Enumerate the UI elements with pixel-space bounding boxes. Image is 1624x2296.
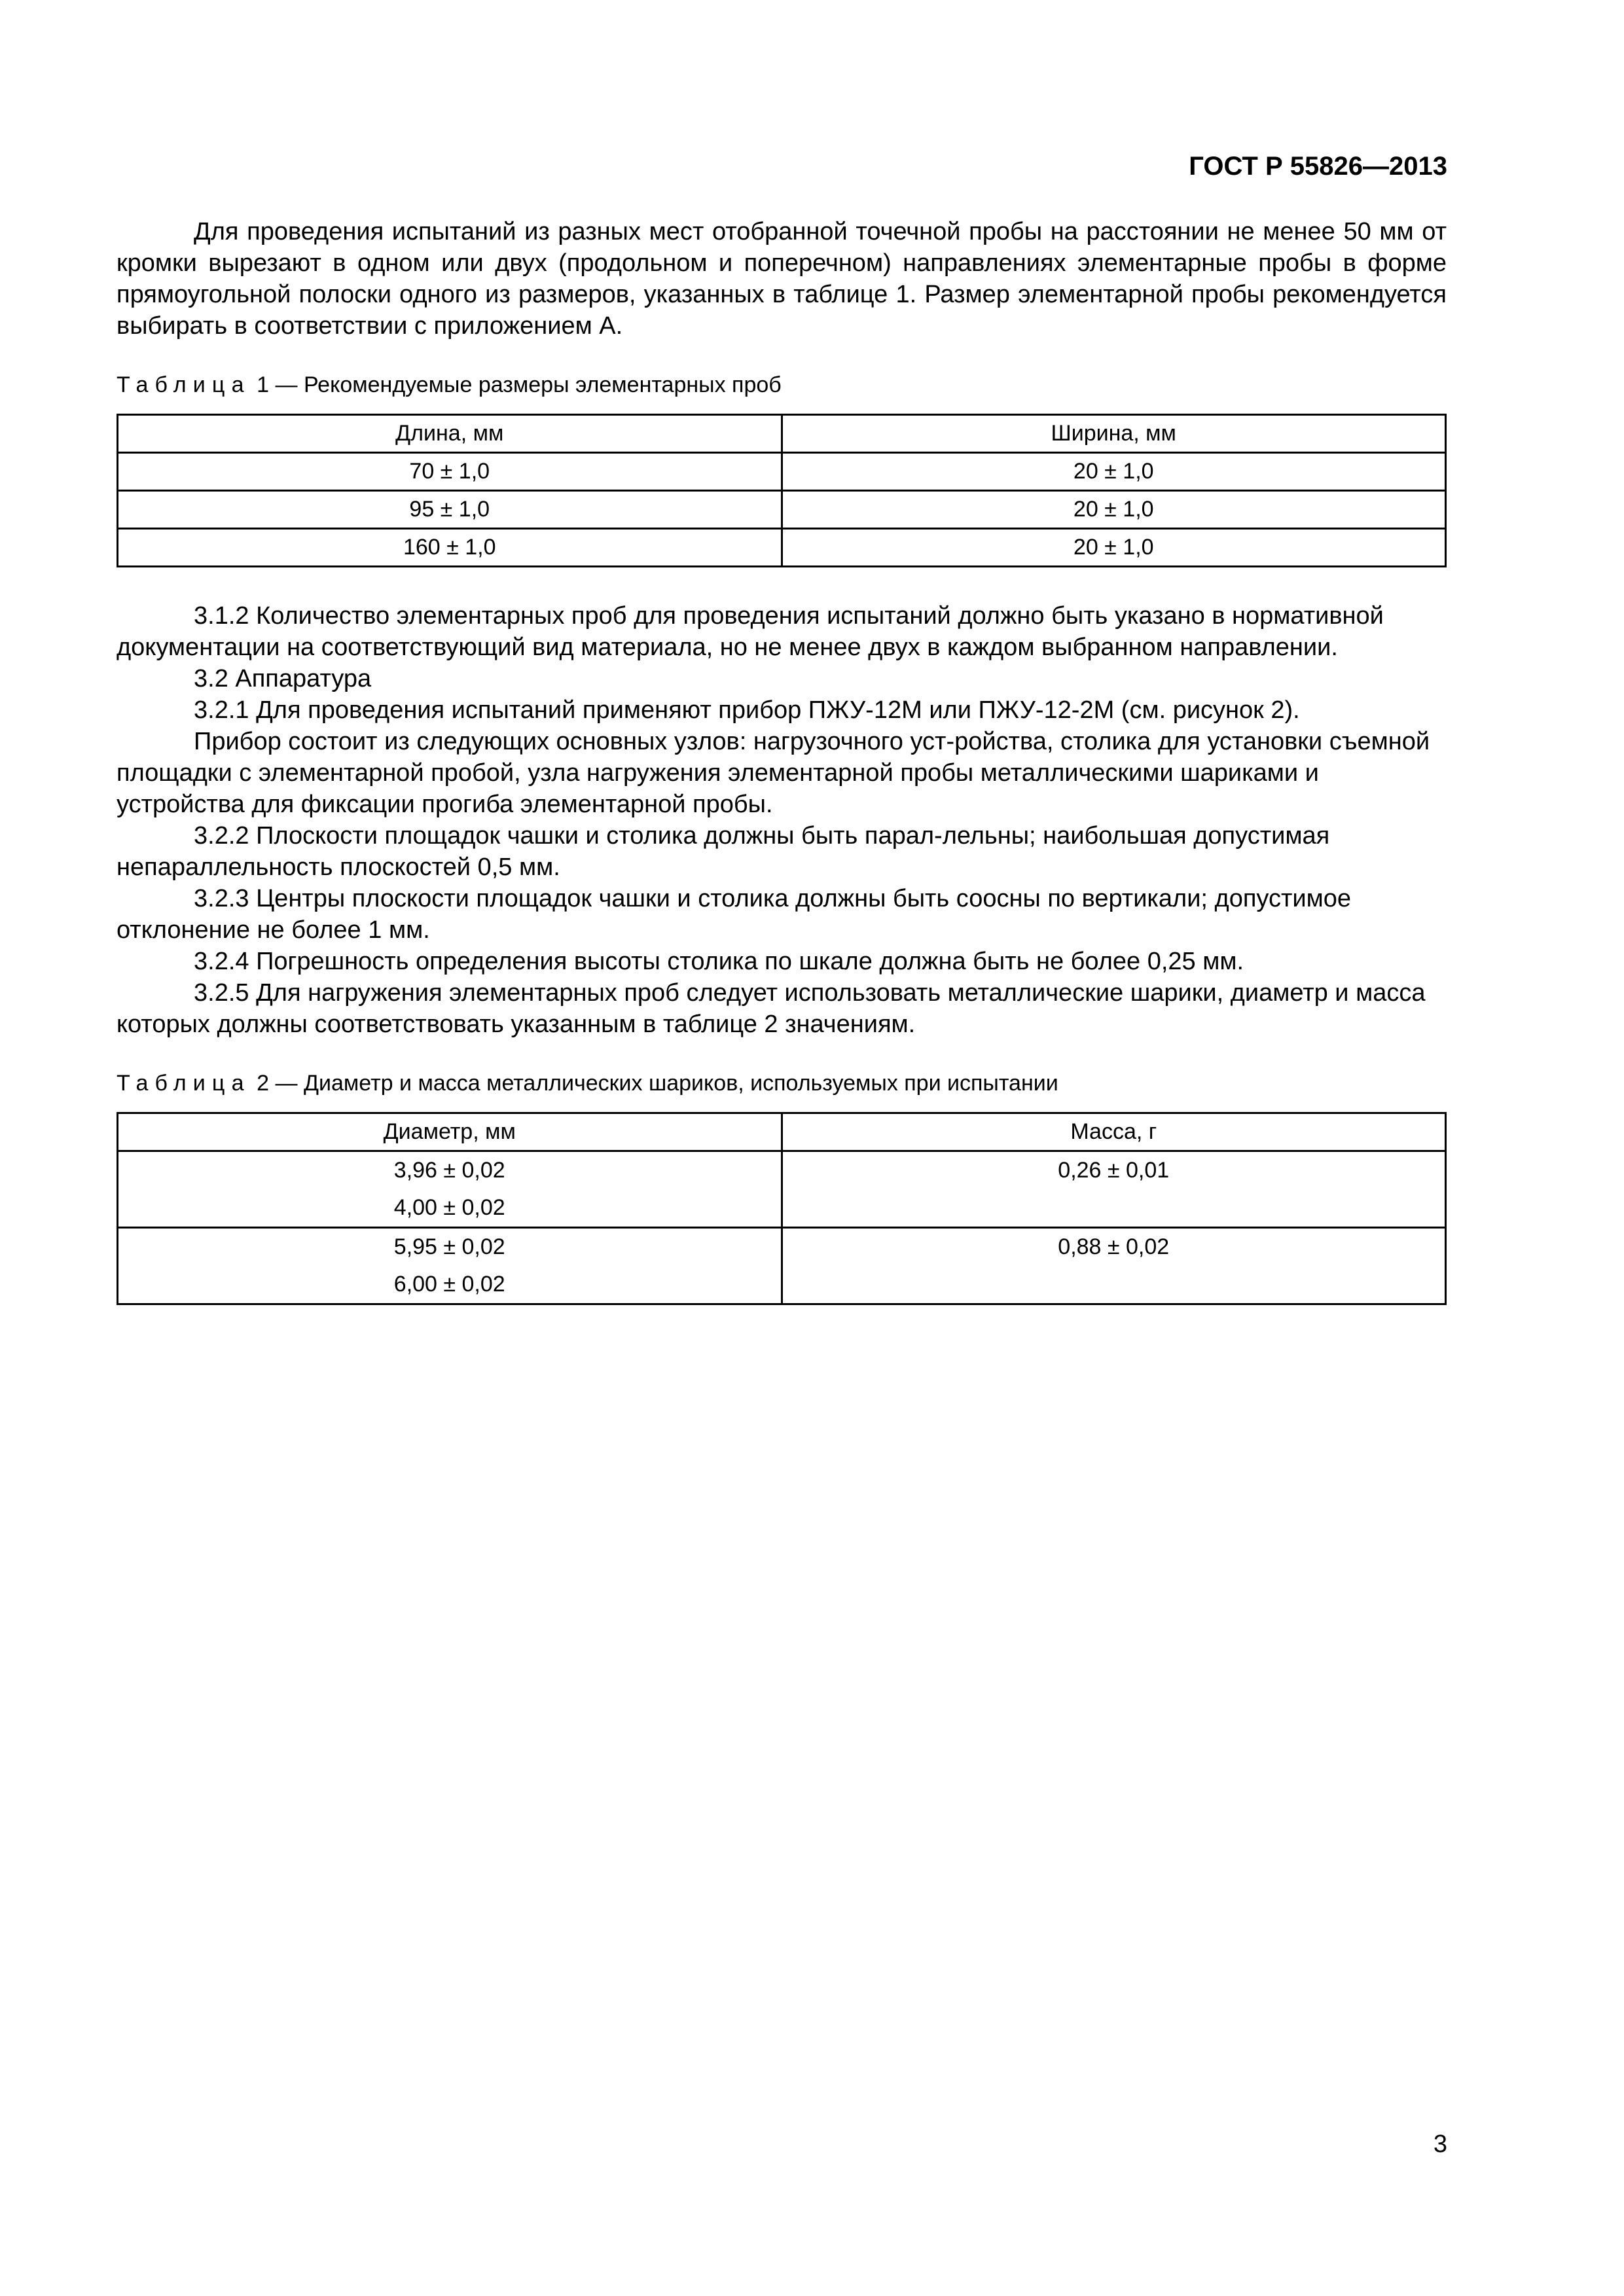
paragraph-3-1-2: 3.1.2 Количество элементарных проб для проведения испытаний должно быть указано в нормативной документации на соответствующий вид материала, но не менее двух в каждом выбранном направлении. <box>117 602 1384 661</box>
table-1-caption-word: Таблица <box>117 372 251 397</box>
table-1-cell-length: 95 ± 1,0 <box>118 491 782 529</box>
intro-paragraph: Для проведения испытаний из разных мест отобранной точечной пробы на расстоянии не менее 50 мм от кромки вырезают в одном или двух (продольном и поперечном) направлениях элементарные пробы в форме прямоугольной полоски одного из размеров, указанных в таблице 1. Размер элементарной пробы рекомендуется выбирать в соответствии с приложением А. <box>117 218 1447 340</box>
table-2-row <box>118 1151 1446 1228</box>
paragraph-3-2-2: 3.2.2 Плоскости площадок чашки и столика должны быть парал-лельны; наибольшая допустимая непараллельность плоскостей 0,5 мм. <box>117 822 1330 881</box>
page-content <box>117 216 1447 1305</box>
table-1-cell-width: 20 ± 1,0 <box>782 453 1446 491</box>
page-number: 3 <box>1433 2130 1447 2158</box>
table-1-header-row <box>118 415 1446 453</box>
table-2-cell-mass <box>782 1228 1446 1304</box>
table-1-row <box>118 529 1446 567</box>
table-1-cell-width: 20 ± 1,0 <box>782 529 1446 567</box>
table-2-caption-number: 2 <box>257 1071 270 1096</box>
table-2-diameter-value: 6,00 ± 0,02 <box>393 1272 505 1297</box>
table-2-header-mass: Масса, г <box>782 1113 1446 1151</box>
table-2-header-row <box>118 1113 1446 1151</box>
table-1 <box>117 414 1447 567</box>
table-2-mass-value: 0,88 ± 0,02 <box>1058 1234 1170 1259</box>
table-1-caption-text: — Рекомендуемые размеры элементарных проб <box>275 372 782 397</box>
table-2-cell-mass <box>782 1151 1446 1228</box>
table-2-row <box>118 1228 1446 1304</box>
table-2-caption-word: Таблица <box>117 1071 251 1096</box>
table-2-diameter-value: 5,95 ± 0,02 <box>393 1234 505 1259</box>
table-1-cell-width: 20 ± 1,0 <box>782 491 1446 529</box>
table-2-caption-text: — Диаметр и масса металлических шариков, используемых при испытании <box>275 1071 1058 1096</box>
table-1-row <box>118 491 1446 529</box>
table-2-diameter-value: 3,96 ± 0,02 <box>393 1158 505 1183</box>
paragraph-device-components: Прибор состоит из следующих основных узлов: нагрузочного уст-ройства, столика для установки съемной площадки с элементарной пробой, узла нагружения элементарной пробы металлическими шариками и устройства для фиксации прогиба элементарной пробы. <box>117 728 1430 818</box>
body-section <box>117 600 1447 1040</box>
table-2-mass-value: 0,26 ± 0,01 <box>1058 1158 1170 1183</box>
table-1-caption <box>117 370 1447 399</box>
table-1-header-width: Ширина, мм <box>782 415 1446 453</box>
table-1-cell-length: 160 ± 1,0 <box>118 529 782 567</box>
table-1-row <box>118 453 1446 491</box>
table-1-caption-number: 1 <box>257 372 270 397</box>
table-2-cell-diameters <box>118 1151 782 1228</box>
document-code-header: ГОСТ Р 55826—2013 <box>1189 152 1447 181</box>
table-1-cell-length: 70 ± 1,0 <box>118 453 782 491</box>
paragraph-3-2-5: 3.2.5 Для нагружения элементарных проб следует использовать металлические шарики, диаметр и масса которых должны соответствовать указанным в таблице 2 значениям. <box>117 979 1426 1038</box>
heading-3-2-apparatus: 3.2 Аппаратура <box>194 665 372 692</box>
table-2 <box>117 1112 1447 1305</box>
table-1-header-length: Длина, мм <box>118 415 782 453</box>
paragraph-3-2-4: 3.2.4 Погрешность определения высоты столика по шкале должна быть не более 0,25 мм. <box>194 948 1244 975</box>
table-2-cell-diameters <box>118 1228 782 1304</box>
paragraph-3-2-3: 3.2.3 Центры плоскости площадок чашки и столика должны быть соосны по вертикали; допустимое отклонение не более 1 мм. <box>117 885 1352 944</box>
paragraph-3-2-1: 3.2.1 Для проведения испытаний применяют прибор ПЖУ-12М или ПЖУ-12-2М (см. рисунок 2). <box>194 696 1300 724</box>
table-2-header-diameter: Диаметр, мм <box>118 1113 782 1151</box>
table-2-diameter-value: 4,00 ± 0,02 <box>393 1195 505 1220</box>
table-2-caption <box>117 1069 1447 1098</box>
